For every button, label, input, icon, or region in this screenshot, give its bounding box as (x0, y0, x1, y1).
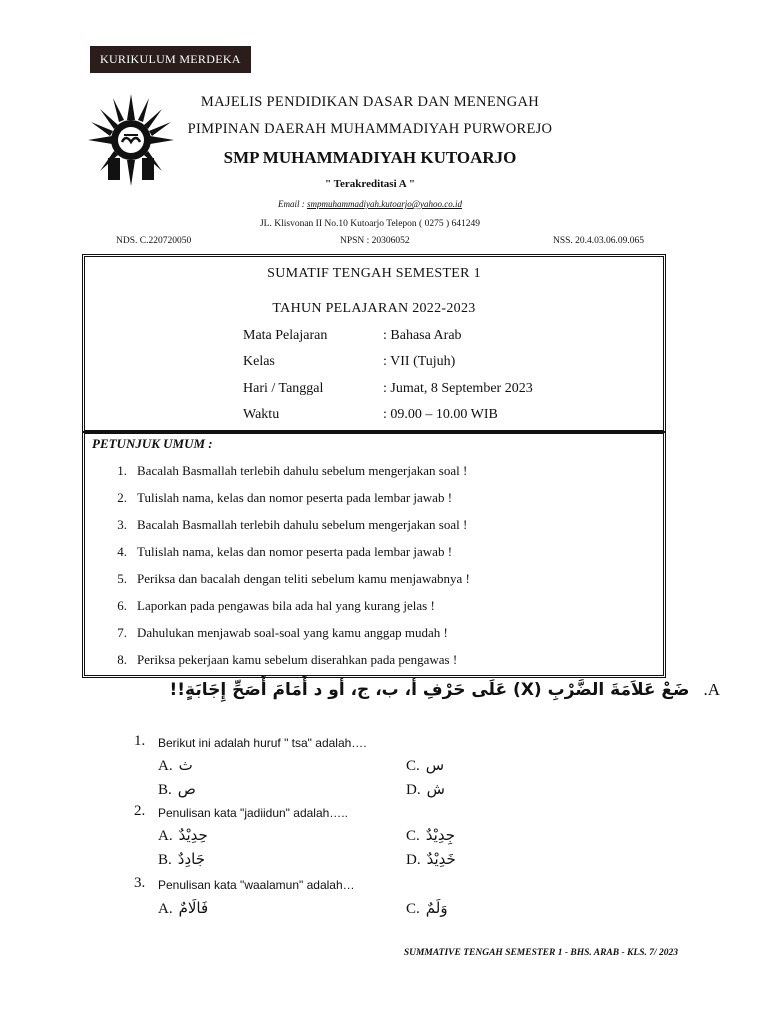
exam-title: SUMATIF TENGAH SEMESTER 1 (267, 266, 481, 281)
email-label: Email : (277, 199, 305, 209)
section-letter: .A (703, 680, 720, 699)
instruction-item: 1. Bacalah Basmallah terlebih dahulu sebelum mengerjakan soal ! (117, 463, 468, 478)
academic-year: TAHUN PELAJARAN 2022-2023 (272, 301, 476, 316)
instruction-item: 4. Tulislah nama, kelas dan nomor peserta pada lembar jawab ! (117, 544, 453, 559)
muhammadiyah-logo-icon (86, 92, 176, 188)
instructions-box (82, 431, 666, 678)
question-text: Penulisan kata "jadiidun" adalah….. (158, 806, 348, 820)
school-address: JL. Klisvonan II No.10 Kutoarjo Telepon ( 0275 ) 641249 (259, 219, 480, 229)
option-c[interactable]: C. وَلَمٌ (406, 899, 448, 917)
nds-number: NDS. C.220720050 (116, 236, 192, 246)
question-text: Penulisan kata "waalamun" adalah… (158, 878, 355, 892)
question-text: Berikut ini adalah huruf " tsa" adalah…. (158, 736, 367, 750)
section-a-instruction (170, 680, 721, 700)
npsn-number: NPSN : 20306052 (340, 236, 410, 246)
instruction-item: 6. Laporkan pada pengawas bila ada hal yang kurang jelas ! (117, 598, 435, 613)
option-c[interactable]: C. س (406, 756, 445, 774)
field-label-class: Kelas (243, 354, 275, 369)
option-b[interactable]: B. ص (158, 780, 196, 798)
option-b[interactable]: B. جَادِدٌ (158, 850, 205, 868)
section-arabic-text: ضَعْ عَلاَمَةَ الضَّرْبِ (X) عَلَى حَرْفِ أ، ب، ج، أو د أَمَامَ أَصَحِّ إِجَابَةٍ!! (169, 680, 690, 700)
question-number: 2. (134, 803, 146, 819)
option-a[interactable]: A. فَالَامٌ (158, 899, 209, 917)
email-link[interactable]: smpmuhammadiyah.kutoarjo@yahoo.co.id (306, 199, 462, 209)
page-footer: SUMMATIVE TENGAH SEMESTER 1 - BHS. ARAB - KLS. 7/ 2023 (403, 948, 678, 958)
field-label-date: Hari / Tanggal (243, 381, 324, 396)
field-label-time: Waktu (243, 407, 280, 422)
instruction-item: 2. Tulislah nama, kelas dan nomor peserta pada lembar jawab ! (117, 490, 453, 505)
nss-number: NSS. 20.4.03.06.09.065 (553, 236, 645, 246)
instructions-heading: PETUNJUK UMUM : (92, 436, 213, 451)
curriculum-badge: KURIKULUM MERDEKA (90, 46, 251, 73)
field-value-class: : VII (Tujuh) (383, 354, 456, 369)
instruction-item: 3. Bacalah Basmallah terlebih dahulu sebelum mengerjakan soal ! (117, 517, 468, 532)
field-value-subject: : Bahasa Arab (383, 328, 462, 343)
option-a[interactable]: A. حِدِيْدٌ (158, 826, 208, 844)
option-a[interactable]: A. ث (158, 756, 193, 774)
school-name: SMP MUHAMMADIYAH KUTOARJO (223, 148, 517, 167)
instruction-item: 7. Dahulukan menjawab soal-soal yang kamu anggap mudah ! (117, 625, 448, 640)
header-council: MAJELIS PENDIDIKAN DASAR DAN MENENGAH (200, 94, 540, 110)
instruction-item: 5. Periksa dan bacalah dengan teliti sebelum kamu menjawabnya ! (117, 571, 470, 586)
exam-info-box (82, 254, 666, 433)
school-email (170, 199, 570, 209)
field-value-date: : Jumat, 8 September 2023 (383, 381, 533, 396)
field-label-subject: Mata Pelajaran (243, 328, 328, 343)
header-district: PIMPINAN DAERAH MUHAMMADIYAH PURWOREJO (187, 121, 553, 137)
field-value-time: : 09.00 – 10.00 WIB (383, 407, 498, 422)
option-c[interactable]: C. جِدِيْدٌ (406, 826, 455, 844)
option-d[interactable]: D. خَدِيْدٌ (406, 850, 456, 868)
instruction-item: 8. Periksa pekerjaan kamu sebelum diserahkan pada pengawas ! (117, 652, 458, 667)
question-number: 3. (134, 875, 146, 891)
accreditation: " Terakreditasi A " (325, 178, 415, 190)
option-d[interactable]: D. ش (406, 780, 445, 798)
question-number: 1. (134, 733, 146, 749)
